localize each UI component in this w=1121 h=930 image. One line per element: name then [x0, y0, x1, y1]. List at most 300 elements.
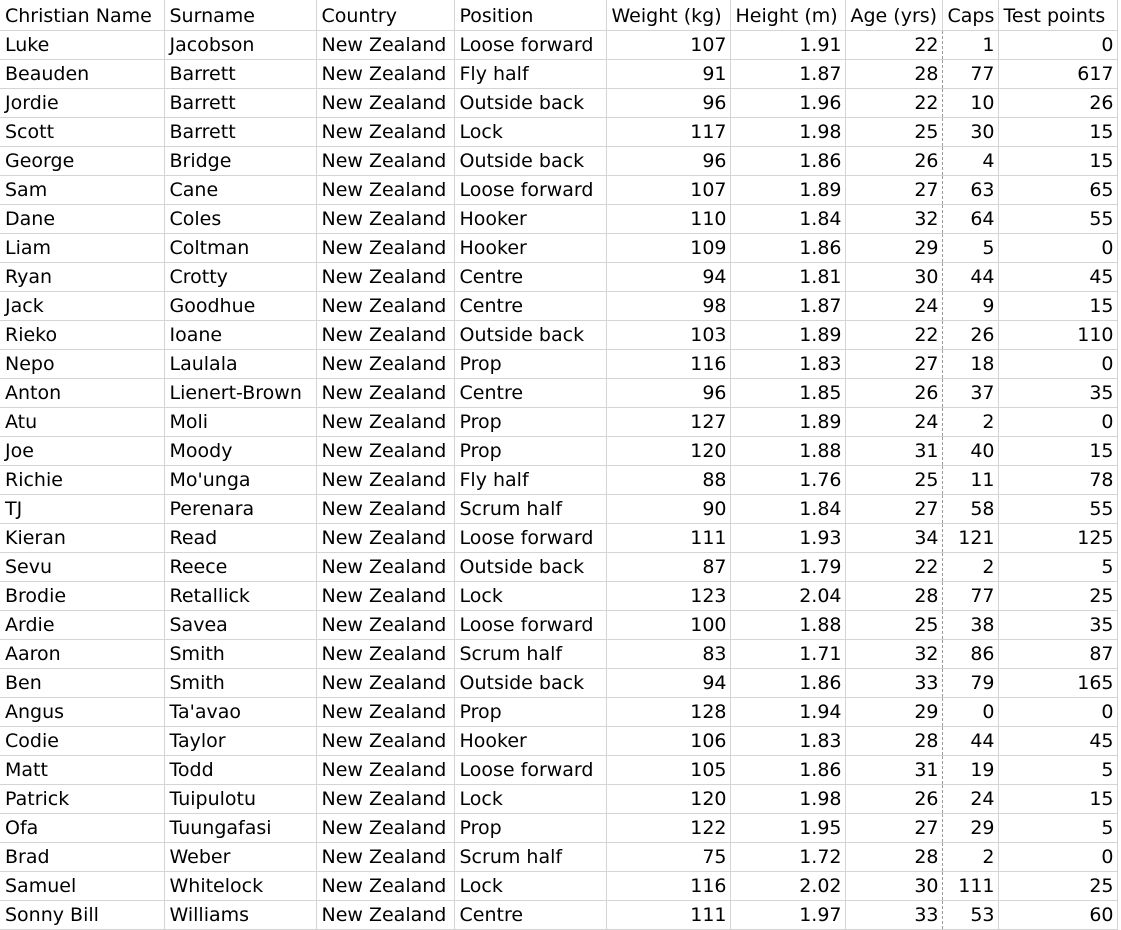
cell-weight[interactable]: 96 [606, 378, 730, 407]
cell-surname[interactable]: Crotty [164, 262, 316, 291]
cell-surname[interactable]: Lienert-Brown [164, 378, 316, 407]
cell-caps[interactable]: 19 [942, 755, 998, 784]
cell-country[interactable]: New Zealand [316, 842, 454, 871]
header-cell-christian-name[interactable]: Christian Name [0, 0, 164, 30]
header-cell-surname[interactable]: Surname [164, 0, 316, 30]
cell-caps[interactable]: 77 [942, 581, 998, 610]
cell-position[interactable]: Centre [454, 900, 606, 929]
cell-test-points[interactable]: 15 [998, 436, 1117, 465]
cell-height[interactable]: 1.72 [730, 842, 845, 871]
cell-height[interactable]: 1.98 [730, 117, 845, 146]
cell-position[interactable]: Outside back [454, 88, 606, 117]
cell-test-points[interactable]: 0 [998, 407, 1117, 436]
cell-christian-name[interactable]: Brad [0, 842, 164, 871]
cell-surname[interactable]: Reece [164, 552, 316, 581]
cell-weight[interactable]: 116 [606, 349, 730, 378]
table-row [0, 30, 1117, 59]
cell-caps[interactable]: 37 [942, 378, 998, 407]
cell-country[interactable]: New Zealand [316, 639, 454, 668]
cell-age[interactable]: 26 [845, 378, 942, 407]
cell-position[interactable]: Outside back [454, 552, 606, 581]
cell-height[interactable]: 1.81 [730, 262, 845, 291]
cell-country[interactable]: New Zealand [316, 900, 454, 929]
cell-surname[interactable]: Weber [164, 842, 316, 871]
table-row [0, 233, 1117, 262]
cell-height[interactable]: 1.84 [730, 494, 845, 523]
cell-caps[interactable]: 44 [942, 262, 998, 291]
cell-weight[interactable]: 110 [606, 204, 730, 233]
cell-christian-name[interactable]: Atu [0, 407, 164, 436]
cell-position[interactable]: Loose forward [454, 610, 606, 639]
cell-christian-name[interactable]: Beauden [0, 59, 164, 88]
cell-height[interactable]: 1.83 [730, 726, 845, 755]
cell-country[interactable]: New Zealand [316, 552, 454, 581]
cell-test-points[interactable]: 0 [998, 842, 1117, 871]
cell-country[interactable]: New Zealand [316, 349, 454, 378]
cell-test-points[interactable]: 0 [998, 349, 1117, 378]
cell-age[interactable]: 22 [845, 552, 942, 581]
cell-weight[interactable]: 103 [606, 320, 730, 349]
cell-country[interactable]: New Zealand [316, 117, 454, 146]
cell-position[interactable]: Loose forward [454, 175, 606, 204]
cell-christian-name[interactable]: Jordie [0, 88, 164, 117]
cell-age[interactable]: 32 [845, 639, 942, 668]
cell-country[interactable]: New Zealand [316, 581, 454, 610]
cell-surname[interactable]: Read [164, 523, 316, 552]
header-cell-test-points[interactable]: Test points [998, 0, 1117, 30]
cell-christian-name[interactable]: Dane [0, 204, 164, 233]
cell-age[interactable]: 29 [845, 697, 942, 726]
cell-height[interactable]: 1.86 [730, 233, 845, 262]
cell-height[interactable]: 1.86 [730, 668, 845, 697]
cell-caps[interactable]: 2 [942, 552, 998, 581]
cell-christian-name[interactable]: Kieran [0, 523, 164, 552]
cell-weight[interactable]: 91 [606, 59, 730, 88]
cell-christian-name[interactable]: Ardie [0, 610, 164, 639]
cell-position[interactable]: Lock [454, 871, 606, 900]
cell-position[interactable]: Prop [454, 436, 606, 465]
cell-weight[interactable]: 96 [606, 88, 730, 117]
cell-surname[interactable]: Barrett [164, 59, 316, 88]
cell-christian-name[interactable]: Jack [0, 291, 164, 320]
cell-age[interactable]: 28 [845, 581, 942, 610]
cell-surname[interactable]: Bridge [164, 146, 316, 175]
cell-test-points[interactable]: 617 [998, 59, 1117, 88]
cell-caps[interactable]: 4 [942, 146, 998, 175]
cell-caps[interactable]: 58 [942, 494, 998, 523]
cell-height[interactable]: 1.87 [730, 59, 845, 88]
cell-height[interactable]: 1.98 [730, 784, 845, 813]
cell-surname[interactable]: Jacobson [164, 30, 316, 59]
cell-test-points[interactable]: 55 [998, 204, 1117, 233]
cell-test-points[interactable]: 25 [998, 871, 1117, 900]
cell-height[interactable]: 1.93 [730, 523, 845, 552]
cell-age[interactable]: 27 [845, 175, 942, 204]
cell-position[interactable]: Outside back [454, 146, 606, 175]
cell-caps[interactable]: 63 [942, 175, 998, 204]
cell-christian-name[interactable]: Angus [0, 697, 164, 726]
cell-country[interactable]: New Zealand [316, 378, 454, 407]
table-row [0, 146, 1117, 175]
table-row [0, 349, 1117, 378]
cell-position[interactable]: Scrum half [454, 639, 606, 668]
cell-christian-name[interactable]: Joe [0, 436, 164, 465]
cell-position[interactable]: Prop [454, 407, 606, 436]
cell-position[interactable]: Loose forward [454, 755, 606, 784]
table-row [0, 494, 1117, 523]
cell-caps[interactable]: 9 [942, 291, 998, 320]
cell-test-points[interactable]: 5 [998, 813, 1117, 842]
cell-position[interactable]: Loose forward [454, 523, 606, 552]
header-cell-position[interactable]: Position [454, 0, 606, 30]
cell-age[interactable]: 25 [845, 117, 942, 146]
cell-surname[interactable]: Retallick [164, 581, 316, 610]
cell-country[interactable]: New Zealand [316, 59, 454, 88]
cell-surname[interactable]: Ioane [164, 320, 316, 349]
cell-christian-name[interactable]: Rieko [0, 320, 164, 349]
cell-weight[interactable]: 122 [606, 813, 730, 842]
cell-surname[interactable]: Barrett [164, 117, 316, 146]
cell-position[interactable]: Centre [454, 291, 606, 320]
cell-christian-name[interactable]: Luke [0, 30, 164, 59]
cell-age[interactable]: 27 [845, 494, 942, 523]
cell-position[interactable]: Fly half [454, 59, 606, 88]
cell-age[interactable]: 25 [845, 465, 942, 494]
cell-country[interactable]: New Zealand [316, 755, 454, 784]
cell-height[interactable]: 1.84 [730, 204, 845, 233]
cell-christian-name[interactable]: Anton [0, 378, 164, 407]
header-cell-age[interactable]: Age (yrs) [845, 0, 942, 30]
cell-weight[interactable]: 100 [606, 610, 730, 639]
cell-weight[interactable]: 90 [606, 494, 730, 523]
cell-country[interactable]: New Zealand [316, 784, 454, 813]
cell-country[interactable]: New Zealand [316, 813, 454, 842]
cell-christian-name[interactable]: Ben [0, 668, 164, 697]
cell-caps[interactable]: 1 [942, 30, 998, 59]
cell-surname[interactable]: Moody [164, 436, 316, 465]
cell-position[interactable]: Prop [454, 349, 606, 378]
cell-age[interactable]: 26 [845, 146, 942, 175]
cell-age[interactable]: 31 [845, 436, 942, 465]
cell-caps[interactable]: 18 [942, 349, 998, 378]
cell-weight[interactable]: 107 [606, 30, 730, 59]
cell-test-points[interactable]: 35 [998, 378, 1117, 407]
cell-weight[interactable]: 96 [606, 146, 730, 175]
cell-age[interactable]: 24 [845, 291, 942, 320]
cell-christian-name[interactable]: Matt [0, 755, 164, 784]
header-cell-caps[interactable]: Caps [942, 0, 998, 30]
cell-caps[interactable]: 121 [942, 523, 998, 552]
cell-position[interactable]: Outside back [454, 320, 606, 349]
cell-height[interactable]: 1.89 [730, 407, 845, 436]
cell-surname[interactable]: Smith [164, 639, 316, 668]
cell-test-points[interactable]: 125 [998, 523, 1117, 552]
cell-test-points[interactable]: 45 [998, 726, 1117, 755]
cell-country[interactable]: New Zealand [316, 175, 454, 204]
cell-caps[interactable]: 5 [942, 233, 998, 262]
cell-height[interactable]: 2.02 [730, 871, 845, 900]
cell-country[interactable]: New Zealand [316, 30, 454, 59]
cell-age[interactable]: 30 [845, 262, 942, 291]
cell-surname[interactable]: Goodhue [164, 291, 316, 320]
cell-position[interactable]: Hooker [454, 204, 606, 233]
cell-age[interactable]: 30 [845, 871, 942, 900]
header-cell-weight[interactable]: Weight (kg) [606, 0, 730, 30]
cell-weight[interactable]: 105 [606, 755, 730, 784]
cell-weight[interactable]: 83 [606, 639, 730, 668]
cell-caps[interactable]: 86 [942, 639, 998, 668]
table-row [0, 523, 1117, 552]
cell-test-points[interactable]: 26 [998, 88, 1117, 117]
cell-age[interactable]: 25 [845, 610, 942, 639]
cell-christian-name[interactable]: Nepo [0, 349, 164, 378]
cell-height[interactable]: 1.83 [730, 349, 845, 378]
cell-age[interactable]: 27 [845, 813, 942, 842]
cell-test-points[interactable]: 60 [998, 900, 1117, 929]
cell-surname[interactable]: Perenara [164, 494, 316, 523]
cell-christian-name[interactable]: Ofa [0, 813, 164, 842]
cell-caps[interactable]: 0 [942, 697, 998, 726]
cell-position[interactable]: Outside back [454, 668, 606, 697]
cell-weight[interactable]: 94 [606, 262, 730, 291]
cell-test-points[interactable]: 15 [998, 291, 1117, 320]
cell-surname[interactable]: Cane [164, 175, 316, 204]
cell-age[interactable]: 22 [845, 88, 942, 117]
cell-height[interactable]: 1.86 [730, 755, 845, 784]
header-cell-country[interactable]: Country [316, 0, 454, 30]
cell-country[interactable]: New Zealand [316, 610, 454, 639]
cell-christian-name[interactable]: Scott [0, 117, 164, 146]
cell-christian-name[interactable]: George [0, 146, 164, 175]
table-row [0, 320, 1117, 349]
table-row [0, 262, 1117, 291]
cell-caps[interactable]: 10 [942, 88, 998, 117]
cell-christian-name[interactable]: Codie [0, 726, 164, 755]
cell-country[interactable]: New Zealand [316, 465, 454, 494]
cell-position[interactable]: Prop [454, 697, 606, 726]
cell-age[interactable]: 27 [845, 349, 942, 378]
cell-test-points[interactable]: 55 [998, 494, 1117, 523]
cell-test-points[interactable]: 45 [998, 262, 1117, 291]
cell-country[interactable]: New Zealand [316, 436, 454, 465]
cell-weight[interactable]: 88 [606, 465, 730, 494]
cell-surname[interactable]: Barrett [164, 88, 316, 117]
cell-caps[interactable]: 77 [942, 59, 998, 88]
cell-height[interactable]: 1.85 [730, 378, 845, 407]
cell-weight[interactable]: 127 [606, 407, 730, 436]
cell-height[interactable]: 1.96 [730, 88, 845, 117]
cell-weight[interactable]: 117 [606, 117, 730, 146]
cell-test-points[interactable]: 35 [998, 610, 1117, 639]
cell-country[interactable]: New Zealand [316, 88, 454, 117]
cell-caps[interactable]: 26 [942, 320, 998, 349]
cell-position[interactable]: Lock [454, 581, 606, 610]
cell-height[interactable]: 1.94 [730, 697, 845, 726]
cell-age[interactable]: 32 [845, 204, 942, 233]
cell-position[interactable]: Prop [454, 813, 606, 842]
cell-weight[interactable]: 98 [606, 291, 730, 320]
cell-country[interactable]: New Zealand [316, 146, 454, 175]
cell-country[interactable]: New Zealand [316, 320, 454, 349]
cell-country[interactable]: New Zealand [316, 233, 454, 262]
cell-christian-name[interactable]: Aaron [0, 639, 164, 668]
cell-age[interactable]: 24 [845, 407, 942, 436]
cell-weight[interactable]: 111 [606, 900, 730, 929]
cell-height[interactable]: 1.88 [730, 436, 845, 465]
cell-weight[interactable]: 120 [606, 784, 730, 813]
cell-weight[interactable]: 87 [606, 552, 730, 581]
cell-surname[interactable]: Williams [164, 900, 316, 929]
cell-weight[interactable]: 106 [606, 726, 730, 755]
cell-age[interactable]: 28 [845, 842, 942, 871]
cell-surname[interactable]: Savea [164, 610, 316, 639]
cell-test-points[interactable]: 78 [998, 465, 1117, 494]
cell-surname[interactable]: Coltman [164, 233, 316, 262]
cell-position[interactable]: Fly half [454, 465, 606, 494]
cell-height[interactable]: 2.04 [730, 581, 845, 610]
cell-test-points[interactable]: 5 [998, 552, 1117, 581]
cell-weight[interactable]: 111 [606, 523, 730, 552]
cell-country[interactable]: New Zealand [316, 291, 454, 320]
cell-position[interactable]: Scrum half [454, 494, 606, 523]
cell-test-points[interactable]: 0 [998, 233, 1117, 262]
cell-test-points[interactable]: 165 [998, 668, 1117, 697]
table-row [0, 726, 1117, 755]
cell-age[interactable]: 28 [845, 726, 942, 755]
cell-weight[interactable]: 107 [606, 175, 730, 204]
cell-christian-name[interactable]: Patrick [0, 784, 164, 813]
cell-surname[interactable]: Tuipulotu [164, 784, 316, 813]
cell-surname[interactable]: Coles [164, 204, 316, 233]
cell-caps[interactable]: 79 [942, 668, 998, 697]
cell-test-points[interactable]: 87 [998, 639, 1117, 668]
cell-test-points[interactable]: 5 [998, 755, 1117, 784]
cell-christian-name[interactable]: Sevu [0, 552, 164, 581]
cell-weight[interactable]: 94 [606, 668, 730, 697]
cell-surname[interactable]: Moli [164, 407, 316, 436]
cell-position[interactable]: Centre [454, 378, 606, 407]
cell-caps[interactable]: 30 [942, 117, 998, 146]
cell-christian-name[interactable]: Samuel [0, 871, 164, 900]
cell-country[interactable]: New Zealand [316, 871, 454, 900]
cell-caps[interactable]: 38 [942, 610, 998, 639]
cell-height[interactable]: 1.97 [730, 900, 845, 929]
cell-country[interactable]: New Zealand [316, 697, 454, 726]
cell-height[interactable]: 1.91 [730, 30, 845, 59]
cell-test-points[interactable]: 15 [998, 117, 1117, 146]
cell-caps[interactable]: 53 [942, 900, 998, 929]
cell-country[interactable]: New Zealand [316, 726, 454, 755]
cell-caps[interactable]: 29 [942, 813, 998, 842]
cell-test-points[interactable]: 15 [998, 146, 1117, 175]
cell-height[interactable]: 1.71 [730, 639, 845, 668]
cell-age[interactable]: 22 [845, 320, 942, 349]
cell-caps[interactable]: 40 [942, 436, 998, 465]
cell-test-points[interactable]: 110 [998, 320, 1117, 349]
cell-weight[interactable]: 116 [606, 871, 730, 900]
cell-surname[interactable]: Taylor [164, 726, 316, 755]
cell-position[interactable]: Lock [454, 117, 606, 146]
cell-weight[interactable]: 120 [606, 436, 730, 465]
cell-weight[interactable]: 75 [606, 842, 730, 871]
cell-caps[interactable]: 64 [942, 204, 998, 233]
cell-surname[interactable]: Laulala [164, 349, 316, 378]
cell-position[interactable]: Lock [454, 784, 606, 813]
cell-country[interactable]: New Zealand [316, 494, 454, 523]
cell-age[interactable]: 31 [845, 755, 942, 784]
header-cell-height[interactable]: Height (m) [730, 0, 845, 30]
cell-height[interactable]: 1.76 [730, 465, 845, 494]
cell-caps[interactable]: 2 [942, 842, 998, 871]
cell-age[interactable]: 33 [845, 900, 942, 929]
cell-age[interactable]: 26 [845, 784, 942, 813]
cell-country[interactable]: New Zealand [316, 204, 454, 233]
cell-test-points[interactable]: 0 [998, 30, 1117, 59]
cell-test-points[interactable]: 65 [998, 175, 1117, 204]
cell-weight[interactable]: 109 [606, 233, 730, 262]
cell-position[interactable]: Hooker [454, 233, 606, 262]
cell-position[interactable]: Hooker [454, 726, 606, 755]
cell-caps[interactable]: 44 [942, 726, 998, 755]
cell-christian-name[interactable]: TJ [0, 494, 164, 523]
cell-christian-name[interactable]: Richie [0, 465, 164, 494]
cell-country[interactable]: New Zealand [316, 523, 454, 552]
cell-age[interactable]: 22 [845, 30, 942, 59]
cell-height[interactable]: 1.89 [730, 175, 845, 204]
cell-surname[interactable]: Whitelock [164, 871, 316, 900]
cell-position[interactable]: Scrum half [454, 842, 606, 871]
cell-test-points[interactable]: 0 [998, 697, 1117, 726]
table-row [0, 204, 1117, 233]
cell-age[interactable]: 33 [845, 668, 942, 697]
cell-christian-name[interactable]: Brodie [0, 581, 164, 610]
cell-weight[interactable]: 123 [606, 581, 730, 610]
cell-country[interactable]: New Zealand [316, 668, 454, 697]
cell-christian-name[interactable]: Sonny Bill [0, 900, 164, 929]
cell-christian-name[interactable]: Liam [0, 233, 164, 262]
cell-surname[interactable]: Mo'unga [164, 465, 316, 494]
cell-height[interactable]: 1.95 [730, 813, 845, 842]
cell-test-points[interactable]: 15 [998, 784, 1117, 813]
cell-caps[interactable]: 111 [942, 871, 998, 900]
cell-height[interactable]: 1.86 [730, 146, 845, 175]
cell-caps[interactable]: 24 [942, 784, 998, 813]
cell-age[interactable]: 28 [845, 59, 942, 88]
cell-caps[interactable]: 11 [942, 465, 998, 494]
cell-caps[interactable]: 2 [942, 407, 998, 436]
cell-height[interactable]: 1.89 [730, 320, 845, 349]
cell-surname[interactable]: Tuungafasi [164, 813, 316, 842]
cell-country[interactable]: New Zealand [316, 262, 454, 291]
cell-height[interactable]: 1.88 [730, 610, 845, 639]
cell-country[interactable]: New Zealand [316, 407, 454, 436]
cell-surname[interactable]: Ta'avao [164, 697, 316, 726]
cell-height[interactable]: 1.87 [730, 291, 845, 320]
cell-surname[interactable]: Todd [164, 755, 316, 784]
cell-position[interactable]: Loose forward [454, 30, 606, 59]
cell-age[interactable]: 29 [845, 233, 942, 262]
cell-position[interactable]: Centre [454, 262, 606, 291]
table-row [0, 784, 1117, 813]
cell-christian-name[interactable]: Ryan [0, 262, 164, 291]
cell-age[interactable]: 34 [845, 523, 942, 552]
cell-weight[interactable]: 128 [606, 697, 730, 726]
table-row [0, 581, 1117, 610]
cell-surname[interactable]: Smith [164, 668, 316, 697]
cell-height[interactable]: 1.79 [730, 552, 845, 581]
cell-christian-name[interactable]: Sam [0, 175, 164, 204]
cell-test-points[interactable]: 25 [998, 581, 1117, 610]
